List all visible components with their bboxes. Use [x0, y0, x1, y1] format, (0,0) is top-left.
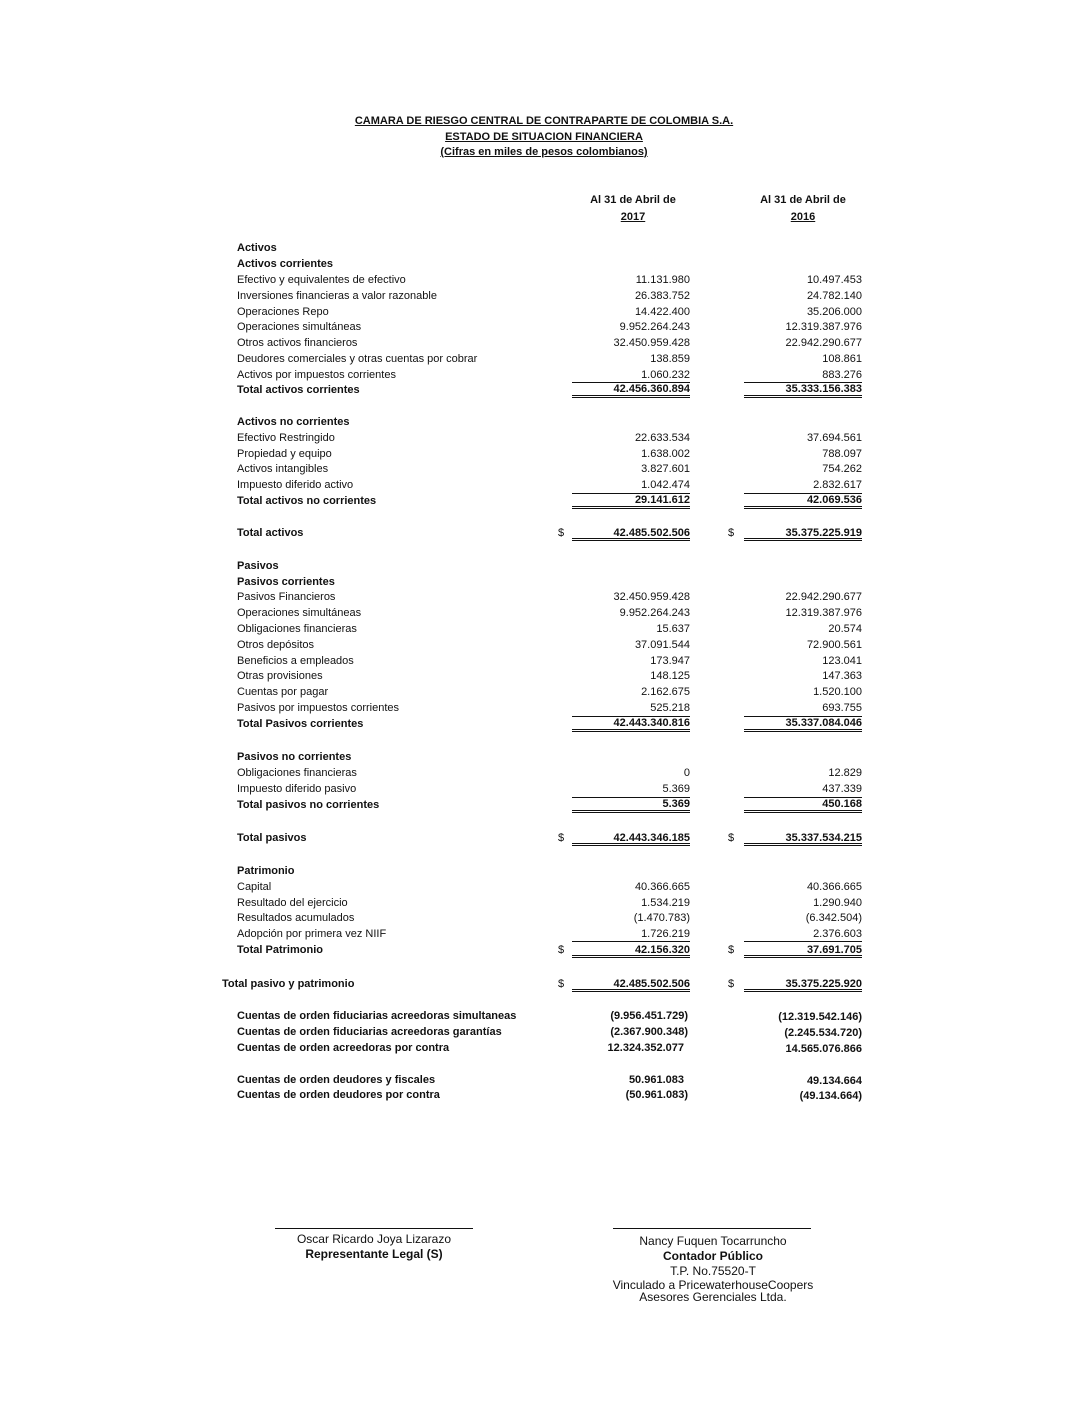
row-label: Activos — [237, 242, 277, 254]
value-2016: 72.900.561 — [806, 639, 862, 651]
table-row — [0, 319, 1088, 335]
row-label: Patrimonio — [237, 865, 295, 877]
value-2017: 26.383.752 — [634, 290, 690, 302]
value-2017: 42.485.502.506 — [572, 525, 690, 541]
value-2016: 22.942.290.677 — [785, 337, 862, 349]
value-2016: 22.942.290.677 — [785, 591, 862, 603]
memo-row — [0, 1024, 1088, 1040]
value-2016: 35.333.156.383 — [744, 382, 862, 398]
row-label: Activos por impuestos corrientes — [237, 369, 396, 381]
currency-symbol: $ — [728, 944, 735, 956]
value-2017: 1.042.474 — [641, 479, 690, 491]
signature-block-left — [275, 1232, 473, 1262]
value-2017: 3.827.601 — [641, 463, 690, 475]
value-2016: 2.376.603 — [744, 926, 862, 942]
value-2017: 32.450.959.428 — [613, 337, 690, 349]
value-2017: 15.637 — [656, 623, 690, 635]
value-2016: 35.375.225.920 — [744, 976, 862, 992]
section-heading — [0, 574, 1088, 590]
value-2016: 437.339 — [822, 783, 862, 795]
signer-title: Contador Público — [663, 1249, 763, 1263]
section-heading — [0, 240, 1088, 256]
memo-row — [0, 1072, 1088, 1088]
row-label: Cuentas de orden deudores y fiscales — [237, 1074, 436, 1086]
signer-title: Representante Legal (S) — [305, 1247, 443, 1261]
row-label: Cuentas de orden acreedoras por contra — [237, 1042, 450, 1054]
row-label: Total pasivo y patrimonio — [222, 978, 355, 990]
value-2016: 1.290.940 — [813, 897, 862, 909]
value-2017: 9.952.264.243 — [619, 321, 690, 333]
value-2016: 35.337.084.046 — [744, 716, 862, 732]
row-label: Total Patrimonio — [237, 944, 323, 956]
table-row — [0, 477, 1088, 493]
value-2017: 1.060.232 — [641, 369, 690, 381]
row-label: Operaciones simultáneas — [237, 607, 362, 619]
table-row — [0, 910, 1088, 926]
row-label: Activos intangibles — [237, 463, 329, 475]
currency-symbol: $ — [558, 944, 565, 956]
value-2017: 14.422.400 — [634, 306, 690, 318]
value-2017: 11.131.980 — [635, 274, 690, 286]
value-2016: 754.262 — [822, 463, 862, 475]
row-label: Impuesto diferido pasivo — [237, 783, 357, 795]
row-label: Cuentas por pagar — [237, 686, 329, 698]
value-2017: (9.956.451.729) — [610, 1010, 688, 1022]
value-2016: 35.375.225.919 — [744, 525, 862, 541]
row-label: Pasivos corrientes — [237, 576, 335, 588]
row-label: Cuentas de orden fiduciarias acreedoras garantías — [237, 1026, 502, 1038]
value-2016: 35.337.534.215 — [744, 830, 862, 846]
value-2016: 123.041 — [822, 655, 862, 667]
value-2016: 693.755 — [822, 702, 862, 714]
row-label: Obligaciones financieras — [237, 623, 357, 635]
section-heading — [0, 414, 1088, 430]
value-2016: (12.319.542.146) — [778, 1011, 862, 1023]
value-2017: 32.450.959.428 — [613, 591, 690, 603]
value-2016: 10.497.453 — [806, 274, 862, 286]
value-2016: 35.206.000 — [806, 306, 862, 318]
value-2017: 22.633.534 — [634, 432, 690, 444]
value-2016: 42.069.536 — [744, 493, 862, 509]
value-2016: 147.363 — [822, 670, 862, 682]
row-label: Obligaciones financieras — [237, 767, 357, 779]
row-label: Total activos no corrientes — [237, 495, 377, 507]
table-row — [0, 895, 1088, 911]
row-label: Propiedad y equipo — [237, 448, 332, 460]
value-2016: 24.782.140 — [806, 290, 862, 302]
value-2017: 173.947 — [650, 655, 690, 667]
value-2017: 0 — [683, 767, 690, 779]
row-label: Total pasivos no corrientes — [237, 799, 380, 811]
column-2016-header-line1: Al 31 de Abril de — [760, 194, 846, 206]
row-label: Cuentas de orden deudores por contra — [237, 1089, 440, 1101]
table-row — [0, 351, 1088, 367]
value-2016: 20.574 — [828, 623, 862, 635]
row-label: Adopción por primera vez NIIF — [237, 928, 387, 940]
value-2016: 12.829 — [828, 767, 862, 779]
value-2017: 1.726.219 — [572, 926, 690, 942]
value-2016: 12.319.387.976 — [785, 607, 862, 619]
table-row — [0, 288, 1088, 304]
value-2017: 12.324.352.077 — [607, 1042, 684, 1054]
currency-symbol: $ — [728, 832, 735, 844]
signer-license: T.P. No.75520-T — [670, 1264, 756, 1278]
value-2017: (2.367.900.348) — [610, 1026, 688, 1038]
table-row — [0, 367, 1088, 383]
currency-symbol: $ — [558, 832, 565, 844]
value-2017: 525.218 — [650, 702, 690, 714]
value-2016: 450.168 — [744, 797, 862, 813]
value-2016: 40.366.665 — [806, 881, 862, 893]
signature-line-right — [613, 1228, 811, 1229]
row-label: Efectivo Restringido — [237, 432, 335, 444]
row-label: Total pasivos — [237, 832, 307, 844]
row-label: Operaciones simultáneas — [237, 321, 362, 333]
memo-row — [0, 1008, 1088, 1024]
table-row — [0, 605, 1088, 621]
total-row — [0, 976, 1088, 992]
company-name: CAMARA DE RIESGO CENTRAL DE CONTRAPARTE DE COLOMBIA S.A. — [354, 115, 734, 127]
table-row — [0, 684, 1088, 700]
table-row — [0, 589, 1088, 605]
table-row — [0, 621, 1088, 637]
value-2016: 14.565.076.866 — [785, 1043, 862, 1055]
value-2017: 42.485.502.506 — [572, 976, 690, 992]
subtotal-row — [0, 716, 1088, 732]
row-label: Total activos corrientes — [237, 384, 360, 396]
value-2017: 148.125 — [650, 670, 690, 682]
value-2017: 1.638.002 — [641, 448, 690, 460]
value-2016: 12.319.387.976 — [785, 321, 862, 333]
row-label: Impuesto diferido activo — [237, 479, 354, 491]
signer-name: Nancy Fuquen Tocarruncho — [639, 1234, 787, 1248]
value-2017: 42.443.340.816 — [572, 716, 690, 732]
memo-row — [0, 1087, 1088, 1103]
row-label: Inversiones financieras a valor razonable — [237, 290, 437, 302]
signature-block-right — [583, 1234, 843, 1303]
value-2017: 50.961.083 — [628, 1074, 684, 1086]
signer-affiliation-firm: Asesores Gerenciales Ltda. — [639, 1290, 787, 1304]
row-label: Capital — [237, 881, 272, 893]
value-2016: 49.134.664 — [806, 1075, 862, 1087]
table-row — [0, 272, 1088, 288]
value-2017: (1.470.783) — [633, 912, 690, 924]
section-heading — [0, 749, 1088, 765]
subtotal-row — [0, 382, 1088, 398]
table-row — [0, 304, 1088, 320]
row-label: Resultado del ejercicio — [237, 897, 348, 909]
table-row — [0, 430, 1088, 446]
value-2017: 138.859 — [650, 353, 690, 365]
currency-symbol: $ — [558, 978, 565, 990]
row-label: Beneficios a empleados — [237, 655, 354, 667]
value-2017: 29.141.612 — [572, 493, 690, 509]
column-2017-header-year: 2017 — [620, 211, 646, 223]
subtotal-row — [0, 797, 1088, 813]
row-label: Deudores comerciales y otras cuentas por cobrar — [237, 353, 478, 365]
value-2017: 37.091.544 — [634, 639, 690, 651]
units-note: (Cifras en miles de pesos colombianos) — [440, 146, 648, 158]
table-row — [0, 668, 1088, 684]
section-heading — [0, 558, 1088, 574]
value-2017: 9.952.264.243 — [619, 607, 690, 619]
row-label: Resultados acumulados — [237, 912, 355, 924]
value-2017: 42.156.320 — [572, 942, 690, 958]
row-label: Pasivos Financieros — [237, 591, 336, 603]
row-label: Total activos — [237, 527, 304, 539]
value-2017: 5.369 — [662, 783, 690, 795]
value-2016: (49.134.664) — [799, 1090, 862, 1102]
table-row — [0, 765, 1088, 781]
section-heading — [0, 256, 1088, 272]
value-2017: 40.366.665 — [634, 881, 690, 893]
row-label: Cuentas de orden fiduciarias acreedoras simultaneas — [237, 1010, 517, 1022]
statement-title: ESTADO DE SITUACION FINANCIERA — [445, 131, 643, 143]
memo-row — [0, 1040, 1088, 1056]
currency-symbol: $ — [558, 527, 565, 539]
value-2017: 1.534.219 — [641, 897, 690, 909]
row-label: Pasivos por impuestos corrientes — [237, 702, 400, 714]
table-row — [0, 446, 1088, 462]
table-row — [0, 653, 1088, 669]
section-heading — [0, 863, 1088, 879]
row-label: Pasivos no corrientes — [237, 751, 352, 763]
row-label: Pasivos — [237, 560, 279, 572]
row-label: Otros activos financieros — [237, 337, 358, 349]
row-label: Activos corrientes — [237, 258, 333, 270]
table-row — [0, 879, 1088, 895]
value-2016: 883.276 — [822, 369, 862, 381]
row-label: Total Pasivos corrientes — [237, 718, 364, 730]
value-2016: (6.342.504) — [805, 912, 862, 924]
signature-line-left — [275, 1228, 473, 1229]
row-label: Efectivo y equivalentes de efectivo — [237, 274, 406, 286]
value-2017: (50.961.083) — [625, 1089, 688, 1101]
total-row — [0, 942, 1088, 958]
row-label: Otras provisiones — [237, 670, 323, 682]
subtotal-row — [0, 493, 1088, 509]
table-row — [0, 926, 1088, 942]
total-row — [0, 525, 1088, 541]
column-2016-header-year: 2016 — [790, 211, 816, 223]
value-2016: 1.520.100 — [813, 686, 862, 698]
column-2017-header-line1: Al 31 de Abril de — [590, 194, 676, 206]
table-row — [0, 335, 1088, 351]
value-2016: (2.245.534.720) — [784, 1027, 862, 1039]
signer-affiliation: Vinculado a PricewaterhouseCoopers — [612, 1278, 814, 1292]
currency-symbol: $ — [728, 978, 735, 990]
signer-name: Oscar Ricardo Joya Lizarazo — [296, 1232, 452, 1246]
value-2017: 42.456.360.894 — [572, 382, 690, 398]
row-label: Operaciones Repo — [237, 306, 329, 318]
value-2016: 108.861 — [822, 353, 862, 365]
total-row — [0, 830, 1088, 846]
value-2017: 2.162.675 — [641, 686, 690, 698]
value-2017: 42.443.346.185 — [572, 830, 690, 846]
table-row — [0, 637, 1088, 653]
table-row — [0, 781, 1088, 797]
value-2016: 37.691.705 — [744, 942, 862, 958]
value-2016: 2.832.617 — [813, 479, 862, 491]
currency-symbol: $ — [728, 527, 735, 539]
row-label: Activos no corrientes — [237, 416, 350, 428]
value-2016: 37.694.561 — [806, 432, 862, 444]
value-2016: 788.097 — [822, 448, 862, 460]
value-2017: 5.369 — [572, 797, 690, 813]
table-row — [0, 461, 1088, 477]
row-label: Otros depósitos — [237, 639, 315, 651]
table-row — [0, 700, 1088, 716]
